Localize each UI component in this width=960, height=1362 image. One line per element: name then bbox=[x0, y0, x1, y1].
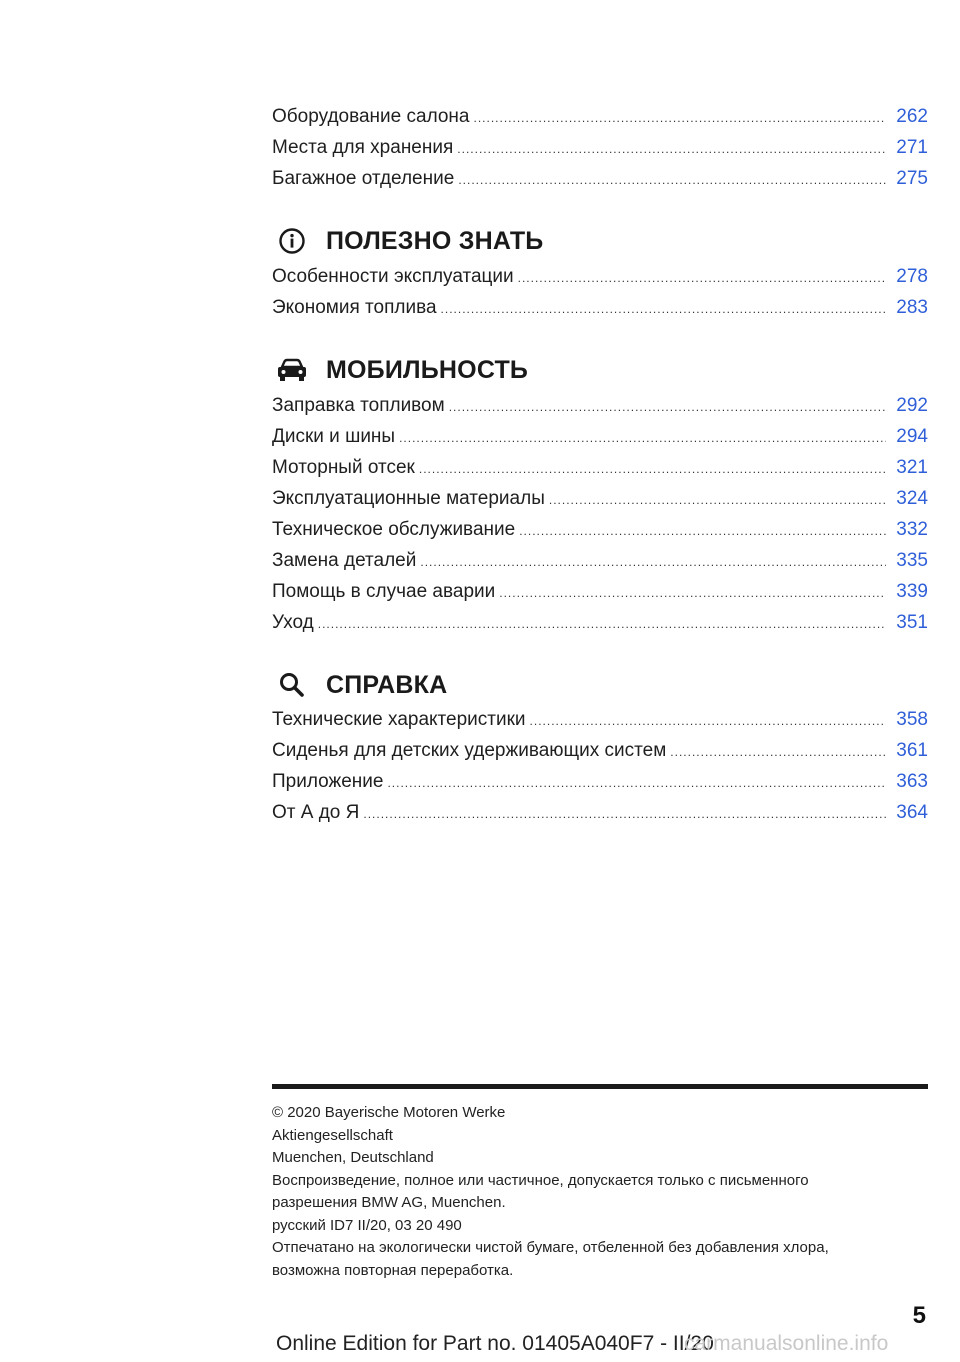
toc-entry-page[interactable]: 339 bbox=[896, 581, 928, 602]
dot-leader bbox=[419, 454, 886, 485]
dot-leader bbox=[420, 547, 886, 578]
imprint-line: Отпечатано на экологически чистой бумаге, отбеленной без добавления хлора, bbox=[272, 1239, 829, 1256]
imprint-line: возможна повторная переработка. bbox=[272, 1261, 514, 1279]
toc-entry-title: Особенности эксплуатации bbox=[272, 266, 514, 287]
horizontal-rule bbox=[272, 1084, 928, 1089]
toc-entry[interactable] bbox=[272, 261, 928, 292]
imprint-line: Aktiengesellschaft bbox=[272, 1126, 393, 1144]
toc-entry[interactable] bbox=[272, 421, 928, 452]
toc-entry-title: Сиденья для детских удерживающих систем bbox=[272, 740, 667, 761]
toc-entry-page[interactable]: 351 bbox=[896, 612, 928, 633]
toc-entry-page[interactable]: 283 bbox=[896, 297, 928, 318]
section-title: МОБИЛЬНОСТЬ bbox=[326, 355, 529, 384]
imprint-line: Muenchen, Deutschland bbox=[272, 1149, 434, 1166]
toc-entry[interactable] bbox=[272, 704, 928, 735]
toc-entry-page[interactable]: 332 bbox=[896, 519, 928, 540]
toc-entry-page[interactable]: 335 bbox=[896, 550, 928, 571]
toc-entry[interactable] bbox=[272, 483, 928, 514]
toc-entry-page[interactable]: 278 bbox=[896, 266, 928, 287]
dot-leader bbox=[670, 737, 886, 768]
dot-leader bbox=[363, 799, 886, 830]
toc-entry-title: Багажное отделение bbox=[272, 168, 455, 189]
toc-entry-title: Технические характеристики bbox=[272, 709, 526, 730]
toc-entry-title: Моторный отсек bbox=[272, 457, 415, 478]
toc-entry-page[interactable]: 358 bbox=[896, 709, 928, 730]
imprint-line: Воспроизведение, полное или частичное, допускается только с письменного bbox=[272, 1171, 809, 1189]
toc-mobility-group bbox=[272, 390, 928, 638]
dot-leader bbox=[530, 706, 887, 737]
toc-entry-page[interactable]: 363 bbox=[896, 771, 928, 792]
info-circle-icon bbox=[272, 221, 312, 261]
toc-entry[interactable] bbox=[272, 163, 928, 194]
toc-entry[interactable] bbox=[272, 390, 928, 421]
toc-entry-title: Эксплуатационные материалы bbox=[272, 488, 545, 509]
toc-entry-title: Заправка топливом bbox=[272, 395, 445, 416]
toc-entry-page[interactable]: 364 bbox=[896, 802, 928, 823]
imprint-block bbox=[272, 1102, 928, 1282]
toc-top-group bbox=[272, 101, 928, 194]
toc-entry-title: Техническое обслуживание bbox=[272, 519, 516, 540]
dot-leader bbox=[399, 423, 886, 454]
toc-entry[interactable] bbox=[272, 452, 928, 483]
toc-entry-title: Замена деталей bbox=[272, 550, 417, 571]
toc-entry-title: Приложение bbox=[272, 771, 384, 792]
toc-entry-page[interactable]: 294 bbox=[896, 426, 928, 447]
toc-reference-group bbox=[272, 704, 928, 828]
toc-entry-page[interactable]: 321 bbox=[896, 457, 928, 478]
dot-leader bbox=[474, 103, 887, 134]
toc-entry-title: Места для хранения bbox=[272, 137, 454, 158]
dot-leader bbox=[318, 609, 887, 640]
dot-leader bbox=[519, 516, 886, 547]
toc-entry-title: Помощь в случае аварии bbox=[272, 581, 496, 602]
magnifier-icon bbox=[272, 665, 312, 705]
toc-entry[interactable] bbox=[272, 797, 928, 828]
dot-leader bbox=[518, 263, 887, 294]
section-title: ПОЛЕЗНО ЗНАТЬ bbox=[326, 226, 544, 255]
toc-entry-page[interactable]: 271 bbox=[896, 137, 928, 158]
toc-entry[interactable] bbox=[272, 607, 928, 638]
toc-useful-group bbox=[272, 261, 928, 323]
section-heading-useful bbox=[272, 221, 543, 261]
section-heading-mobility bbox=[272, 350, 528, 390]
section-heading-reference bbox=[272, 665, 447, 705]
dot-leader bbox=[549, 485, 886, 516]
toc-entry[interactable] bbox=[272, 735, 928, 766]
toc-entry[interactable] bbox=[272, 514, 928, 545]
toc-entry-page[interactable]: 292 bbox=[896, 395, 928, 416]
dot-leader bbox=[441, 294, 887, 325]
toc-entry[interactable] bbox=[272, 766, 928, 797]
toc-entry-page[interactable]: 361 bbox=[896, 740, 928, 761]
toc-entry[interactable] bbox=[272, 576, 928, 607]
toc-entry-page[interactable]: 324 bbox=[896, 488, 928, 509]
footer-watermark: carmanualsonline.info bbox=[684, 1332, 889, 1355]
imprint-line: разрешения BMW AG, Muenchen. bbox=[272, 1194, 506, 1211]
dot-leader bbox=[457, 134, 886, 165]
dot-leader bbox=[449, 392, 887, 423]
dot-leader bbox=[458, 165, 886, 196]
section-title: СПРАВКА bbox=[326, 670, 448, 699]
toc-entry[interactable] bbox=[272, 132, 928, 163]
toc-entry[interactable] bbox=[272, 545, 928, 576]
toc-entry-title: Оборудование салона bbox=[272, 106, 470, 127]
dot-leader bbox=[387, 768, 886, 799]
toc-entry-title: Экономия топлива bbox=[272, 297, 437, 318]
toc-entry-title: Диски и шины bbox=[272, 426, 396, 447]
imprint-line: © 2020 Bayerische Motoren Werke bbox=[272, 1104, 506, 1121]
toc-entry[interactable] bbox=[272, 101, 928, 132]
page-number: 5 bbox=[912, 1302, 926, 1329]
toc-entry-page[interactable]: 275 bbox=[896, 168, 928, 189]
imprint-line: русский ID7 II/20, 03 20 490 bbox=[272, 1216, 462, 1234]
toc-entry[interactable] bbox=[272, 292, 928, 323]
toc-entry-page[interactable]: 262 bbox=[896, 106, 928, 127]
footer-edition-text: Online Edition for Part no. 01405A040F7 - II/20 bbox=[276, 1332, 714, 1355]
toc-entry-title: Уход bbox=[272, 612, 314, 633]
car-front-icon bbox=[272, 350, 312, 390]
toc-entry-title: От А до Я bbox=[272, 802, 360, 823]
dot-leader bbox=[499, 578, 886, 609]
